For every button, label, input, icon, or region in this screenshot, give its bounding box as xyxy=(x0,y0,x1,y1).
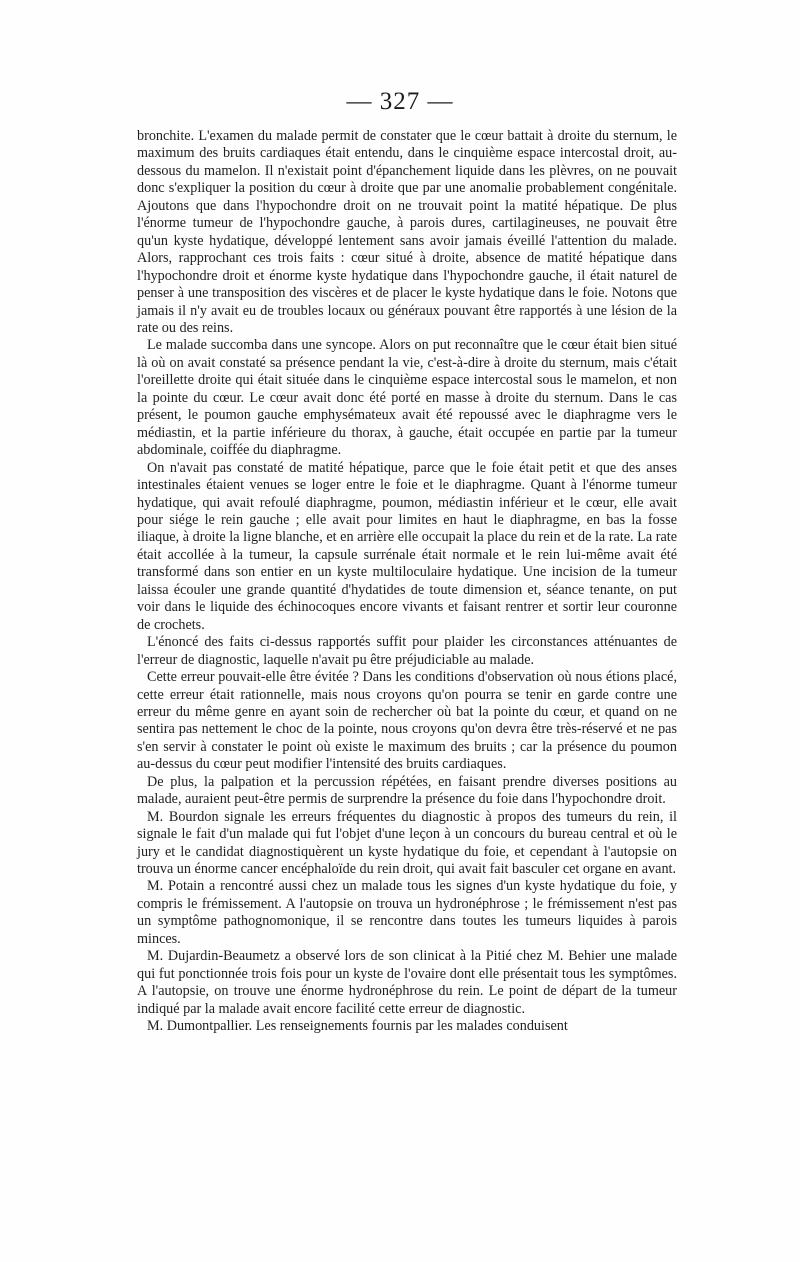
paragraph-10: M. Dumontpallier. Les renseignements fournis par les malades conduisent xyxy=(147,1018,568,1035)
paragraph-7: M. Bourdon signale les erreurs fréquentes du diagnostic à propos des tumeurs du rein, il signale le fait d'un malade qui fut l'objet d'une leçon à un concours du bureau central et où le jury et le candidat diagnostiquèrent un kyste hydatique du foie, et cependant à l'autopsie on trouva un énorme cancer encéphaloïde du rein droit, qui avait fait basculer cet organe en avant. xyxy=(137,808,677,878)
paragraph-1: bronchite. L'examen du malade permit de constater que le cœur battait à droite du sternum, le maximum des bruits cardiaques était entendu, dans le cinquième espace intercostal droit, au-dessous du mamelon. Il n'existait point d'épanchement liquide dans les plèvres, on ne pouvait donc s'expliquer la position du cœur à droite que par une anomalie probablement congénitale. Ajoutons que dans l'hypochondre droit on ne trouvait point la matité hépatique. De plus l'énorme tumeur de l'hypochondre gauche, à parois dures, cartilagineuses, ne pouvait être qu'un kyste hydatique, développé lentement sans avoir jamais éveillé l'attention du malade. Alors, rapprochant ces trois faits : cœur situé à droite, absence de matité hépatique dans l'hypochondre droit et énorme kyste hydatique dans l'hypochondre gauche, il était naturel de penser à une transposition des viscères et de placer le kyste hydatique dans le foie. Notons que jamais il n'y avait eu de troubles locaux ou généraux pouvant être rapportés à une lésion de la rate ou des reins. xyxy=(137,128,677,336)
paragraph-4: L'énoncé des faits ci-dessus rapportés suffit pour plaider les circonstances atténuantes de l'erreur de diagnostic, laquelle n'avait pu être préjudiciable au malade. xyxy=(137,634,677,668)
page-number: — 327 — xyxy=(346,88,454,115)
paragraph-5: Cette erreur pouvait-elle être évitée ? Dans les conditions d'observation où nous étions placé, cette erreur était rationnelle, mais nous croyons qu'on pourra se tenir en garde contre une erreur du même genre en ayant soin de rechercher où bat la pointe du cœur, et quand on ne sentira pas nettement le choc de la pointe, nous croyons qu'on devra être très-réservé et ne pas s'en servir à constater le point où existe le maximum des bruits ; car la présence du poumon au-dessus du cœur peut modifier l'intensité des bruits cardiaques. xyxy=(137,669,677,773)
paragraph-6: De plus, la palpation et la percussion répétées, en faisant prendre diverses positions au malade, auraient peut-être permis de surprendre la présence du foie dans l'hypochondre droit. xyxy=(137,773,677,808)
paragraph-9: M. Dujardin-Beaumetz a observé lors de son clinicat à la Pitié chez M. Behier une malade qui fut ponctionnée trois fois pour un kyste de l'ovaire dont elle présentait tous les symptômes. A l'autopsie, on trouve une énorme hydronéphrose du rein. Le point de départ de la tumeur indiqué par la malade avait encore facilité cette erreur de diagnostic. xyxy=(137,948,677,1017)
body-text xyxy=(137,128,677,1036)
paragraph-8: M. Potain a rencontré aussi chez un malade tous les signes d'un kyste hydatique du foie, y compris le frémissement. A l'autopsie on trouva un hydronéphrose ; le frémissement n'est pas un symptôme pathognomonique, il se rencontre dans toutes les tumeurs liquides à parois minces. xyxy=(137,878,677,947)
paragraph-2: Le malade succomba dans une syncope. Alors on put reconnaître que le cœur était bien situé là où on avait constaté sa présence pendant la vie, c'est-à-dire à droite du sternum, mais c'était l'oreillette droite qui était située dans le cinquième espace intercostal sous le mamelon, et non la pointe du cœur. Le cœur avait donc été porté en masse à droite du sternum. Dans le cas présent, le poumon gauche emphysémateux avait été repoussé avec le diaphragme vers le médiastin, et la partie inférieure du thorax, à gauche, était occupée en partie par la tumeur abdominale, coiffée du diaphragme. xyxy=(137,337,677,459)
paragraph-3: On n'avait pas constaté de matité hépatique, parce que le foie était petit et que des anses intestinales étaient venues se loger entre le foie et le diaphragme. Quant à l'énorme tumeur hydatique, qui avait refoulé diaphragme, poumon, médiastin inférieur et le cœur, elle avait pour siége le rein gauche ; elle avait pour limites en haut le diaphragme, en bas la fosse iliaque, à droite la ligne blanche, et en arrière elle occupait la place du rein et de la rate. La rate était accollée à la tumeur, la capsule surrénale était normale et le rein lui-même avait été transformé dans son entier en un kyste multiloculaire hydatique. Une incision de la tumeur laissa écouler une grande quantité d'hydatides de toute dimension et, séance tenante, on put voir dans le liquide des échinocoques encore vivants et faisant rentrer et sortir leur couronne de crochets. xyxy=(137,459,677,633)
